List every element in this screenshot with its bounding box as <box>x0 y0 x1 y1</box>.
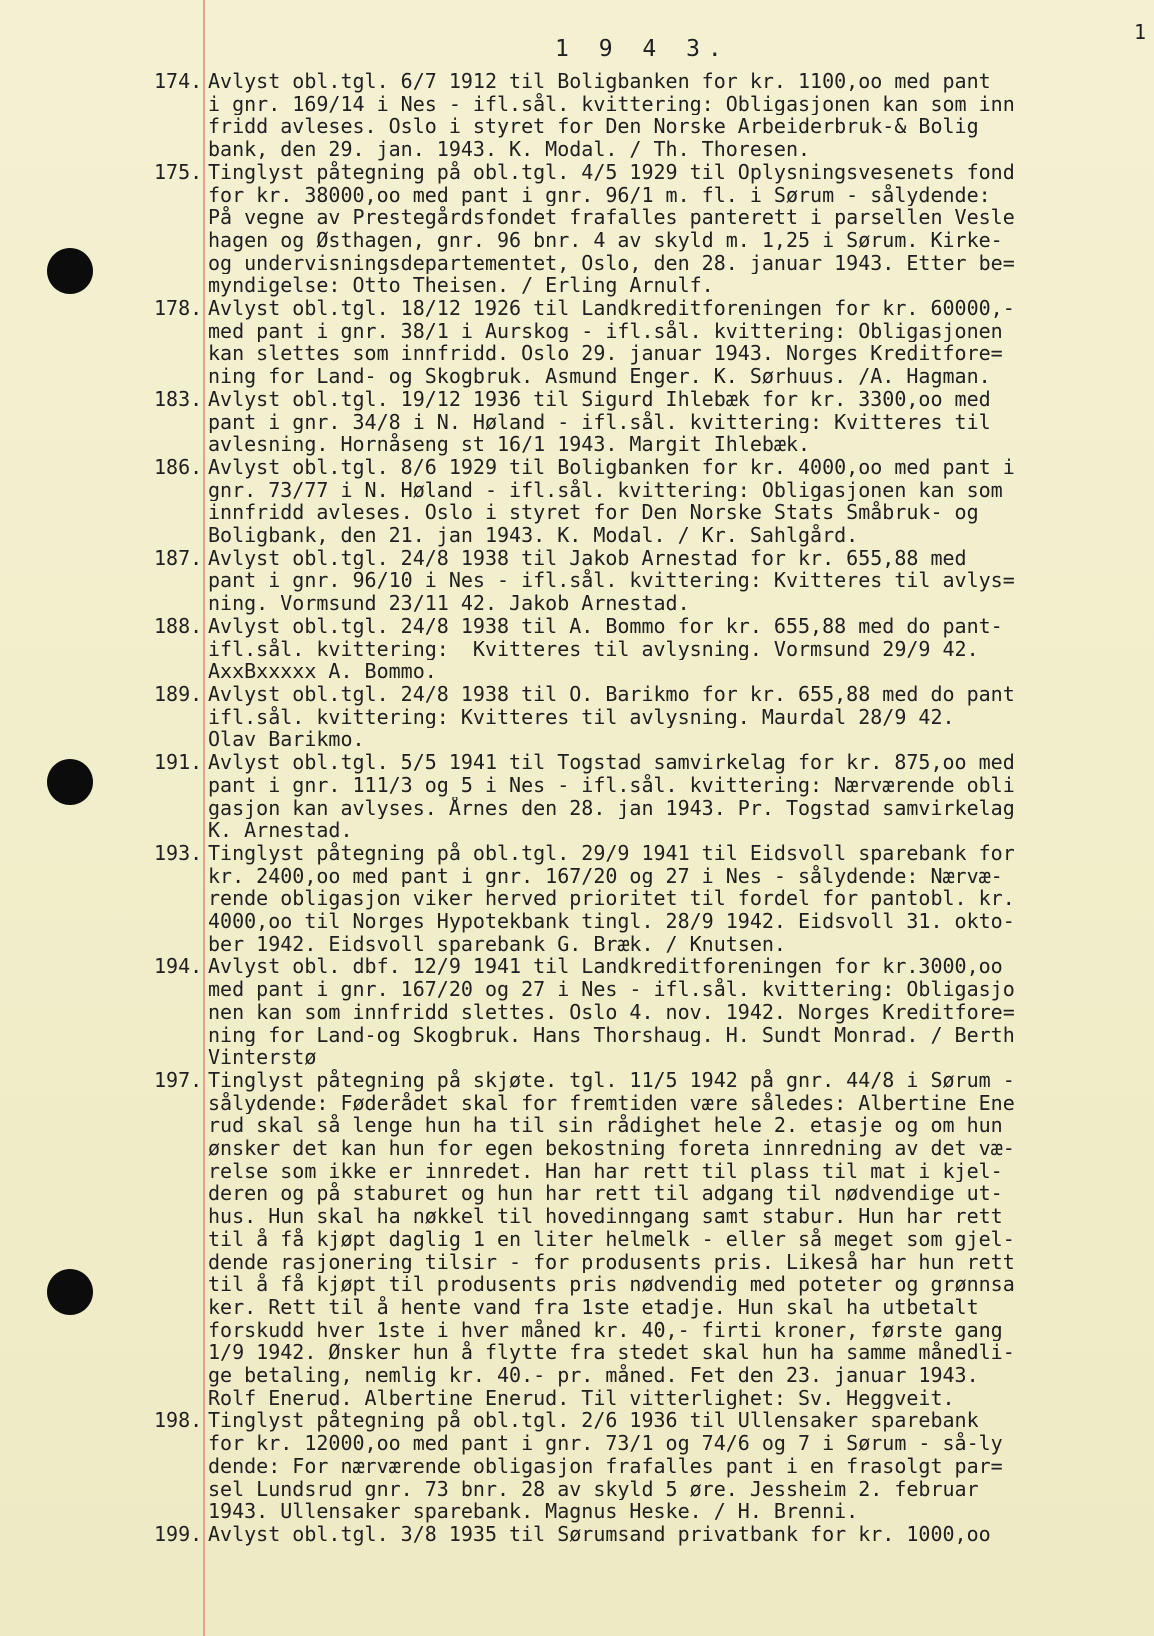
entry-number: 178. <box>154 296 203 321</box>
entry-text-line: ge betaling, nemlig kr. 40.- pr. måned. Fet den 23. januar 1943. <box>208 1364 979 1387</box>
entry-text-line: med pant i gnr. 167/20 og 27 i Nes - ifl.sål. kvittering: Obligasjo <box>208 978 1015 1001</box>
entry-text-line: 1943. Ullensaker sparebank. Magnus Heske. / H. Brenni. <box>208 1500 859 1523</box>
register-entry <box>0 70 1154 161</box>
entry-text-line: Avlyst obl. dbf. 12/9 1941 til Landkreditforeningen for kr.3000,oo <box>208 955 1003 979</box>
entry-text-line: ning for Land- og Skogbruk. Asmund Enger. K. Sørhuus. /A. Hagman. <box>208 365 991 388</box>
entry-text-line: og undervisningsdepartementet, Oslo, den 28. januar 1943. Etter be= <box>208 251 1015 275</box>
register-entry <box>0 1409 1154 1523</box>
entry-number: 183. <box>154 386 203 411</box>
entry-number: 194. <box>154 954 203 979</box>
entry-text-line: ifl.sål. kvittering: Kvitteres til avlysning. Vormsund 29/9 42. <box>208 637 979 661</box>
entry-number: 199. <box>154 1522 203 1546</box>
entry-text-line: hagen og Østhagen, gnr. 96 bnr. 4 av skyld m. 1,25 i Sørum. Kirke- <box>208 228 1003 252</box>
register-entry <box>0 615 1154 683</box>
entry-text-line: med pant i gnr. 38/1 i Aurskog - ifl.sål. kvittering: Obligasjonen <box>208 319 1003 343</box>
entry-text-line: Tinglyst påtegning på obl.tgl. 29/9 1941 til Eidsvoll sparebank for <box>208 841 1015 865</box>
entry-text-line: gnr. 73/77 i N. Høland - ifl.sål. kvittering: Obligasjonen kan som <box>208 478 1003 502</box>
register-entry <box>0 842 1154 956</box>
entry-text-line: for kr. 12000,oo med pant i gnr. 73/1 og 74/6 og 7 i Sørum - så-ly <box>208 1432 1003 1455</box>
entry-text-line: til å få kjøpt daglig 1 en liter helmelk - eller så meget som gjel- <box>208 1227 1015 1251</box>
entry-text-line: 4000,oo til Norges Hypotekbank tingl. 28/9 1942. Eidsvoll 31. okto- <box>208 910 1015 933</box>
register-entry <box>0 1069 1154 1410</box>
entry-text-line: fridd avleses. Oslo i styret for Den Norske Arbeiderbruk-& Bolig <box>208 115 979 139</box>
entry-text-line: dende: For nærværende obligasjon frafalles pant i en frasolgt par= <box>208 1454 1003 1478</box>
entry-text-line: Boligbank, den 21. jan 1943. K. Modal. / Kr. Sahlgård. <box>208 524 859 547</box>
entry-text-line: Avlyst obl.tgl. 19/12 1936 til Sigurd Ihlebæk for kr. 3300,oo med <box>208 387 991 411</box>
entry-number: 197. <box>154 1067 203 1092</box>
entry-text-line: pant i gnr. 96/10 i Nes - ifl.sål. kvittering: Kvitteres til avlys= <box>208 569 1015 593</box>
entry-text-line: Tinglyst påtegning på skjøte. tgl. 11/5 1942 på gnr. 44/8 i Sørum - <box>208 1068 1015 1092</box>
register-entry <box>0 547 1154 615</box>
entry-text-line: Avlyst obl.tgl. 24/8 1938 til A. Bommo for kr. 655,88 med do pant- <box>208 614 1003 638</box>
entry-text-line: gasjon kan avlyses. Årnes den 28. jan 1943. Pr. Togstad samvirkelag <box>208 796 1015 820</box>
register-entry <box>0 683 1154 751</box>
entry-text-line: Avlyst obl.tgl. 18/12 1926 til Landkreditforeningen for kr. 60000,- <box>208 297 1015 320</box>
entry-text-line: sålydende: Føderådet skal for fremtiden være således: Albertine Ene <box>208 1091 1015 1115</box>
entry-text-line: Rolf Enerud. Albertine Enerud. Til vitterlighet: Sv. Heggveit. <box>208 1386 955 1410</box>
entry-text-line: På vegne av Prestegårdsfondet frafalles panterett i parsellen Vesle <box>208 206 1015 229</box>
entry-number: 174. <box>154 69 203 93</box>
entry-text-line: pant i gnr. 111/3 og 5 i Nes - ifl.sål. kvittering: Nærværende obli <box>208 773 1015 797</box>
entry-text-line: rud skal så lenge hun ha til sin rådighet hele 2. etasje og om hun <box>208 1114 1003 1138</box>
entry-text-line: bank, den 29. jan. 1943. K. Modal. / Th. Thoresen. <box>208 138 811 161</box>
entry-text-line: K. Arnestad. <box>208 819 353 842</box>
entry-text-line: Avlyst obl.tgl. 8/6 1929 til Boligbanken for kr. 4000,oo med pant i <box>208 455 1015 479</box>
entry-text-line: i gnr. 169/14 i Nes - ifl.sål. kvittering: Obligasjonen kan som inn <box>208 92 1015 116</box>
entry-text-line: rende obligasjon viker herved prioritet til fordel for pantobl. kr. <box>208 887 1015 911</box>
entry-text-line: pant i gnr. 34/8 i N. Høland - ifl.sål. kvittering: Kvitteres til <box>208 410 991 434</box>
entry-text-line: 1/9 1942. Ønsker hun å flytte fra stedet skal hun ha samme månedli- <box>208 1341 1015 1365</box>
register-entry <box>0 1523 1154 1546</box>
register-entry <box>0 161 1154 297</box>
entry-text-line: myndigelse: Otto Theisen. / Erling Arnulf. <box>208 274 714 298</box>
entry-text-line: Avlyst obl.tgl. 6/7 1912 til Boligbanken for kr. 1100,oo med pant <box>208 70 991 93</box>
entry-text-line: ning for Land-og Skogbruk. Hans Thorshaug. H. Sundt Monrad. / Berth <box>208 1023 1015 1047</box>
entry-text-line: til å få kjøpt til produsents pris nødvendig med poteter og grønnsa <box>208 1273 1015 1296</box>
register-entry <box>0 456 1154 547</box>
register-entry <box>0 297 1154 388</box>
entry-text-line: AxxBxxxxx A. Bommo. <box>208 660 437 683</box>
entry-text-line: Tinglyst påtegning på obl.tgl. 2/6 1936 til Ullensaker sparebank <box>208 1409 979 1433</box>
entry-text-line: Avlyst obl.tgl. 5/5 1941 til Togstad samvirkelag for kr. 875,oo med <box>208 751 1015 774</box>
entry-number: 187. <box>154 545 203 570</box>
entry-text-line: relse som ikke er innredet. Han har rett til plass til mat i kjel- <box>208 1159 1003 1183</box>
entry-text-line: deren og på staburet og hun har rett til adgang til nødvendige ut- <box>208 1182 1003 1206</box>
entry-text-line: kan slettes som innfridd. Oslo 29. januar 1943. Norges Kreditfore= <box>208 342 1003 366</box>
entry-number: 186. <box>154 454 203 479</box>
entry-text-line: innfridd avleses. Oslo i styret for Den Norske Stats Småbruk- og <box>208 501 979 525</box>
entry-text-line: for kr. 38000,oo med pant i gnr. 96/1 m. fl. i Sørum - sålydende: <box>208 183 991 207</box>
entry-text-line: sel Lundsrud gnr. 73 bnr. 28 av skyld 5 øre. Jessheim 2. februar <box>208 1477 979 1501</box>
entry-text-line: ning. Vormsund 23/11 42. Jakob Arnestad. <box>208 592 690 615</box>
page-header-year: 1 9 4 3. <box>555 36 730 62</box>
entry-number: 191. <box>154 750 203 775</box>
register-entry <box>0 388 1154 456</box>
entry-text-line: ker. Rett til å hente vand fra 1ste etadje. Hun skal ha utbetalt <box>208 1295 979 1319</box>
entry-text-line: Olav Barikmo. <box>208 728 365 752</box>
entry-text-line: Avlyst obl.tgl. 3/8 1935 til Sørumsand privatbank for kr. 1000,oo <box>208 1523 991 1546</box>
entry-text-line: kr. 2400,oo med pant i gnr. 167/20 og 27 i Nes - sålydende: Nærvæ- <box>208 864 1003 888</box>
page-number: 1 <box>1133 20 1146 44</box>
register-entry <box>0 955 1154 1069</box>
entry-number: 188. <box>154 613 203 638</box>
entry-text-line: ber 1942. Eidsvoll sparebank G. Bræk. / Knutsen. <box>208 932 786 956</box>
entry-text-line: Avlyst obl.tgl. 24/8 1938 til O. Barikmo for kr. 655,88 med do pant <box>208 682 1015 706</box>
register-entry <box>0 751 1154 842</box>
entry-number: 193. <box>154 840 203 865</box>
entry-text-line: Tinglyst påtegning på obl.tgl. 4/5 1929 til Oplysningsvesenets fond <box>208 160 1015 184</box>
entry-number: 189. <box>154 681 203 706</box>
entry-text-line: Vinterstø <box>208 1046 317 1069</box>
entry-text-line: hus. Hun skal ha nøkkel til hovedinngang samt stabur. Hun har rett <box>208 1205 1003 1228</box>
entry-number: 198. <box>154 1408 203 1433</box>
entry-text-line: Avlyst obl.tgl. 24/8 1938 til Jakob Arnestad for kr. 655,88 med <box>208 546 967 570</box>
entry-text-line: avlesning. Hornåseng st 16/1 1943. Margit Ihlebæk. <box>208 433 811 456</box>
register-entries <box>0 70 1154 1546</box>
entry-text-line: nen kan som innfridd slettes. Oslo 4. nov. 1942. Norges Kreditfore= <box>208 1000 1015 1024</box>
entry-text-line: ønsker det kan hun for egen bekostning foreta innredning av det væ- <box>208 1137 1015 1160</box>
entry-text-line: dende rasjonering tilsir - for produsents pris. Likeså har hun rett <box>208 1250 1015 1274</box>
entry-text-line: forskudd hver 1ste i hver måned kr. 40,- firti kroner, første gang <box>208 1318 1003 1342</box>
entry-text-line: ifl.sål. kvittering: Kvitteres til avlysning. Maurdal 28/9 42. <box>208 705 955 729</box>
entry-number: 175. <box>154 159 203 184</box>
